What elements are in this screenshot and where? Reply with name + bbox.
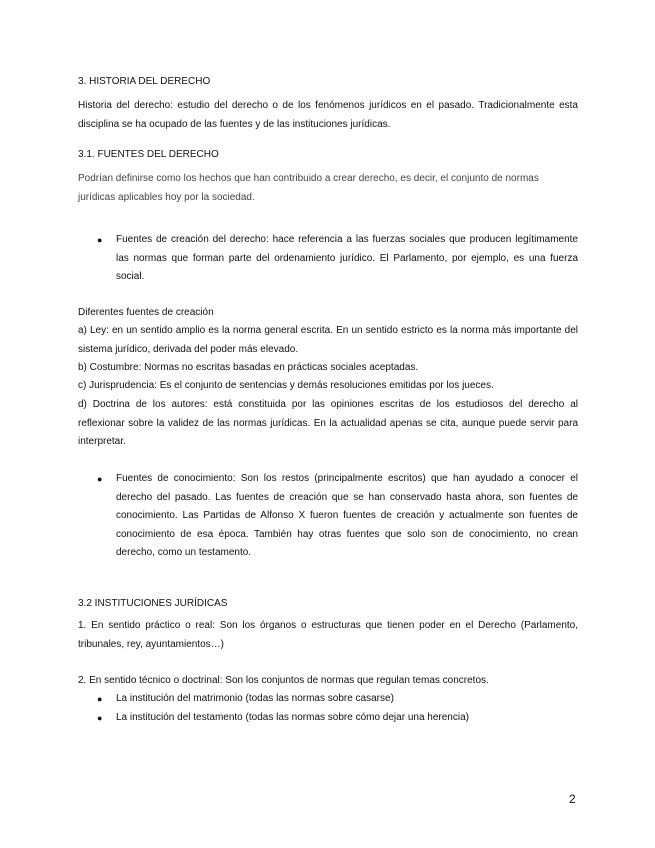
bullet-icon: ● xyxy=(97,474,103,484)
heading-instituciones-juridicas: 3.2 INSTITUCIONES JURÍDICAS xyxy=(78,598,228,609)
paragraph-historia-definicion: Historia del derecho: estudio del derecho o de los fenómenos jurídicos en el pasado. Tradicionalmente esta disciplina se ha ocupado de las fuentes y de las instituciones jurídicas. xyxy=(78,100,578,130)
list-item-text: Fuentes de creación del derecho: hace referencia a las fuerzas sociales que producen legítimamente las normas que forman parte del ordenamiento jurídico. El Parlamento, por ejemplo, es una fuerza social. xyxy=(116,234,578,282)
heading-historia-del-derecho: 3. HISTORIA DEL DERECHO xyxy=(78,76,211,87)
bullet-icon: ● xyxy=(97,713,103,723)
list-item-text: La institución del matrimonio (todas las normas sobre casarse) xyxy=(116,693,394,704)
paragraph-sentido-practico: 1. En sentido práctico o real: Son los órganos o estructuras que tienen poder en el Derecho (Parlamento, tribunales, rey, ayuntamientos…) xyxy=(78,620,578,650)
list-item-text: Fuentes de conocimiento: Son los restos (principalmente escritos) que han ayudado a conocer el derecho del pasado. Las fuentes de creación que se han conservado hasta ahora, son fuentes de conocimiento. Las Partidas de Alfonso X fueron fuentes de creación y actualmente son fuentes de conocimiento de esa época. También hay otras fuentes que solo son de conocimiento, no crean derecho, como un testamento. xyxy=(116,473,578,558)
item-a-ley: a) Ley: en un sentido amplio es la norma general escrita. En un sentido estricto es la norma más importante del sistema jurídico, derivada del poder más elevado. xyxy=(78,325,578,355)
bullet-icon: ● xyxy=(97,694,103,704)
list-item-text: La institución del testamento (todas las normas sobre cómo dejar una herencia) xyxy=(116,712,469,723)
page-number: 2 xyxy=(569,792,576,806)
item-c-jurisprudencia: c) Jurisprudencia: Es el conjunto de sentencias y demás resoluciones emitidas por los jueces. xyxy=(78,380,494,391)
item-d-doctrina: d) Doctrina de los autores: está constituida por las opiniones escritas de los estudiosos del derecho al reflexionar sobre la validez de las normas jurídicas. En la actualidad apenas se cita, aunque puede servir para interpretar. xyxy=(78,399,578,447)
list-item-matrimonio xyxy=(97,690,578,708)
list-item-fuentes-conocimiento xyxy=(97,470,578,564)
bullet-icon: ● xyxy=(97,235,103,245)
list-item-testamento xyxy=(97,709,578,727)
paragraph-fuentes-definicion: Podrían definirse como los hechos que han contribuido a crear derecho, es decir, el conjunto de normas jurídicas aplicables hoy por la sociedad. xyxy=(78,173,539,203)
heading-fuentes-del-derecho: 3.1. FUENTES DEL DERECHO xyxy=(78,149,219,160)
paragraph-sentido-tecnico: 2. En sentido técnico o doctrinal: Son los conjuntos de normas que regulan temas concretos. xyxy=(78,675,489,686)
subheading-diferentes-fuentes: Diferentes fuentes de creación xyxy=(78,307,214,318)
item-b-costumbre: b) Costumbre: Normas no escritas basadas en prácticas sociales aceptadas. xyxy=(78,362,419,373)
list-item-fuentes-creacion xyxy=(97,231,578,287)
